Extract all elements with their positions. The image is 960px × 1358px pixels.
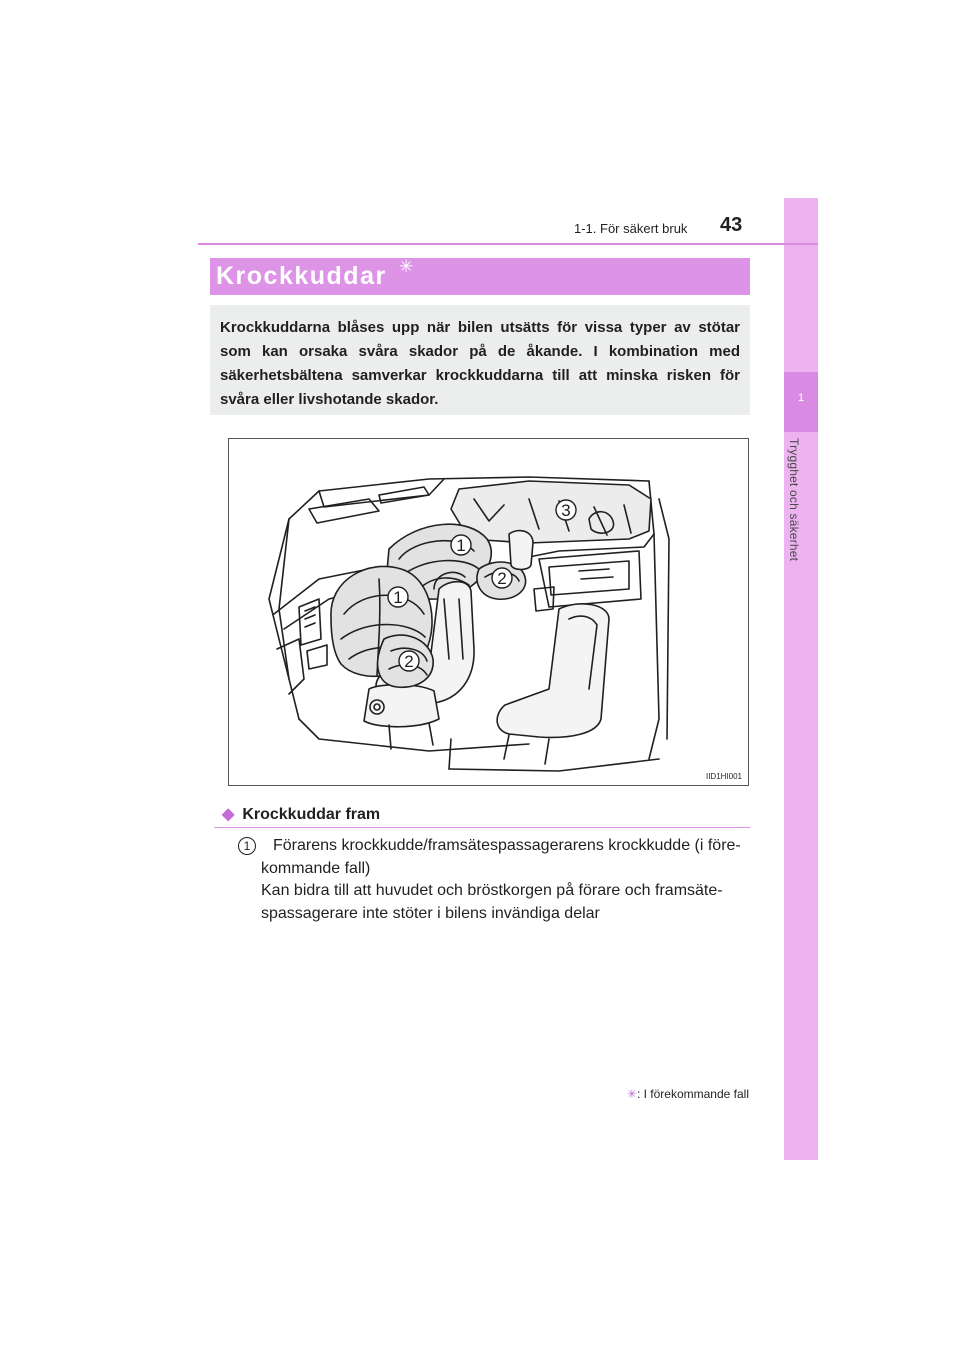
item-line-1: Förarens krockkudde/framsätespassagerarens krockkudde (i före- [273, 837, 741, 854]
callout-1b: 1 [393, 588, 403, 607]
item-line-3: Kan bidra till att huvudet och bröstkorgen på förare och framsäte- [261, 882, 723, 899]
page-title: Krockkuddar [216, 262, 387, 290]
section-heading [222, 804, 380, 824]
callout-3: 3 [561, 501, 571, 520]
side-chapter-tab [784, 198, 818, 1160]
callout-1a: 1 [456, 536, 466, 555]
page-number: 43 [720, 214, 743, 236]
section-heading-rule [214, 827, 750, 828]
car-interior-drawing [229, 439, 748, 785]
header-rule [198, 243, 818, 245]
item-line-4: spassagerare inte stöter i bilens invändiga delar [261, 904, 600, 922]
intro-text: Krockkuddarna blåses upp när bilen utsätts för vissa typer av stötar som kan orsaka svåra skador på de åkande. I kombination med säkerhetsbältena samverkar krockkuddarna till att minska risken för svåra eller livshotande skador. [220, 319, 740, 408]
footnote [612, 1087, 749, 1101]
item-line-2: kommande fall) [261, 859, 371, 877]
chapter-number: 1 [797, 392, 805, 404]
chapter-label: Trygghet och säkerhet [787, 438, 801, 562]
callout-2b: 2 [404, 652, 414, 671]
footnote-asterisk-icon: ✳ [626, 1087, 637, 1101]
figure-code: IID1HI001 [705, 772, 742, 781]
diamond-bullet-icon: ◆ [222, 806, 235, 823]
section-reference: 1-1. För säkert bruk [574, 221, 688, 236]
airbag-illustration [228, 438, 749, 786]
title-asterisk-icon: ✳ [399, 257, 414, 276]
item-number-badge: 1 [238, 837, 256, 855]
footnote-text: : I förekommande fall [636, 1087, 749, 1101]
callout-2a: 2 [497, 569, 507, 588]
section-heading-text: Krockkuddar fram [242, 806, 381, 823]
item-description [261, 835, 751, 925]
